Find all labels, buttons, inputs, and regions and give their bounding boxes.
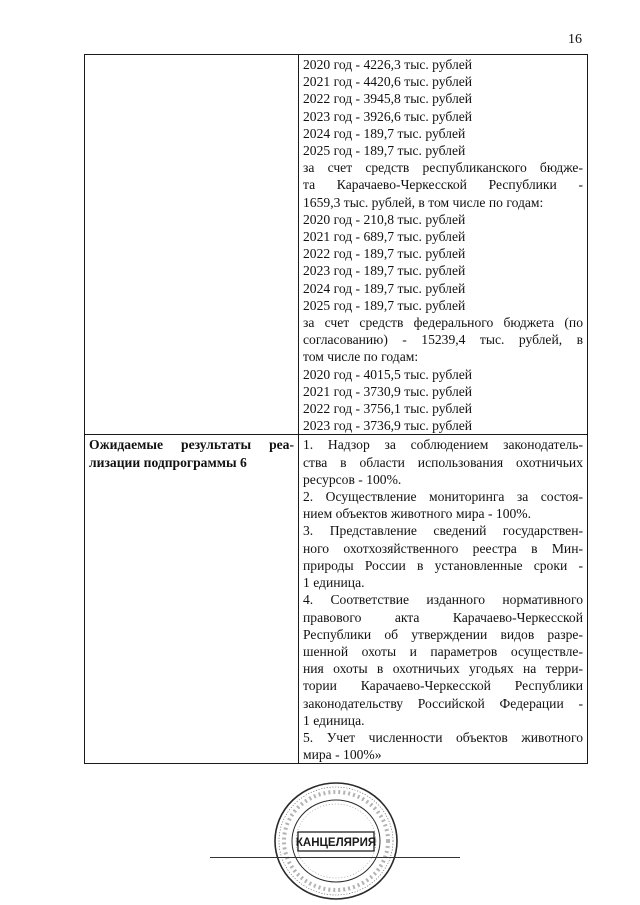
funding-line: 2021 год - 3730,9 тыс. рублей — [303, 383, 473, 399]
heading-line: Ожидаемые результаты реа- — [89, 437, 294, 453]
signature-line — [210, 857, 460, 858]
funding-line: за счет средств федерального бюджета (по — [303, 315, 583, 331]
result-line: природы России в установленные сроки - — [303, 557, 583, 573]
result-line: 1 единица. — [303, 712, 365, 728]
funding-line: за счет средств республиканского бюдже- — [303, 160, 583, 176]
funding-line: том числе по годам: — [303, 349, 419, 365]
stamp-center-text: КАНЦЕЛЯРИЯ — [295, 837, 377, 849]
funding-line: 2021 год - 4420,6 тыс. рублей — [303, 74, 473, 90]
funding-line: 2025 год - 189,7 тыс. рублей — [303, 297, 466, 313]
result-line: 2. Осуществление мониторинга за состоя- — [303, 489, 583, 505]
result-line: правового акта Карачаево-Черкесской — [303, 609, 583, 625]
result-line: ресурсов - 100%. — [303, 471, 402, 487]
funding-line: 2023 год - 3736,9 тыс. рублей — [303, 418, 473, 434]
result-line: 3. Представление сведений государствен- — [303, 523, 583, 539]
funding-details-cell — [299, 55, 588, 435]
funding-line: согласованию) - 15239,4 тыс. рублей, в — [303, 332, 583, 348]
page-number: 16 — [568, 32, 582, 47]
result-line: тории Карачаево-Черкесской Республики — [303, 678, 583, 694]
expected-results-heading — [89, 436, 294, 470]
left-cell-empty — [85, 55, 299, 435]
result-line: Республики об утверждении видов разре- — [303, 626, 583, 642]
funding-line: 2022 год - 3945,8 тыс. рублей — [303, 91, 473, 107]
funding-line: 2023 год - 3926,6 тыс. рублей — [303, 108, 473, 124]
expected-results-cell — [299, 435, 588, 764]
subprogram-passport-table — [84, 54, 588, 764]
funding-line: 2023 год - 189,7 тыс. рублей — [303, 263, 466, 279]
funding-line: 2022 год - 3756,1 тыс. рублей — [303, 401, 473, 417]
funding-line: 1659,3 тыс. рублей, в том числе по годам: — [303, 194, 544, 210]
heading-line: лизации подпрограммы 6 — [89, 454, 247, 470]
result-line: 1. Надзор за соблюдением законодатель- — [303, 437, 583, 453]
result-line: законодательству Российской Федерации - — [303, 695, 583, 711]
expected-results-heading-cell — [85, 435, 299, 764]
result-line: шенной охоты и параметров осуществле- — [303, 643, 583, 659]
funding-line: 2024 год - 189,7 тыс. рублей — [303, 125, 466, 141]
funding-line: 2020 год - 4226,3 тыс. рублей — [303, 57, 473, 72]
result-line: ного охотхозяйственного реестра в Мин- — [303, 540, 583, 556]
table-row-expected-results — [85, 435, 588, 764]
result-line: ния охоты в охотничьих угодьях на терри- — [303, 661, 583, 677]
table-row-funding — [85, 55, 588, 435]
funding-line: 2022 год - 189,7 тыс. рублей — [303, 246, 466, 262]
result-line: 5. Учет численности объектов животного — [303, 729, 583, 745]
result-line: 1 единица. — [303, 575, 365, 591]
result-line: 4. Соответствие изданного нормативного — [303, 592, 583, 608]
funding-line: 2020 год - 4015,5 тыс. рублей — [303, 366, 473, 382]
office-seal-stamp — [272, 780, 400, 902]
result-line: мира - 100%» — [303, 747, 382, 763]
funding-line: 2025 год - 189,7 тыс. рублей — [303, 143, 466, 159]
funding-line: 2020 год - 210,8 тыс. рублей — [303, 211, 466, 227]
funding-line: 2024 год - 189,7 тыс. рублей — [303, 280, 466, 296]
result-line: нием объектов животного мира - 100%. — [303, 506, 532, 522]
result-line: ства в области использования охотничьих — [303, 454, 583, 470]
funding-line: та Карачаево-Черкесской Республики - — [303, 177, 583, 193]
funding-line: 2021 год - 689,7 тыс. рублей — [303, 229, 466, 245]
